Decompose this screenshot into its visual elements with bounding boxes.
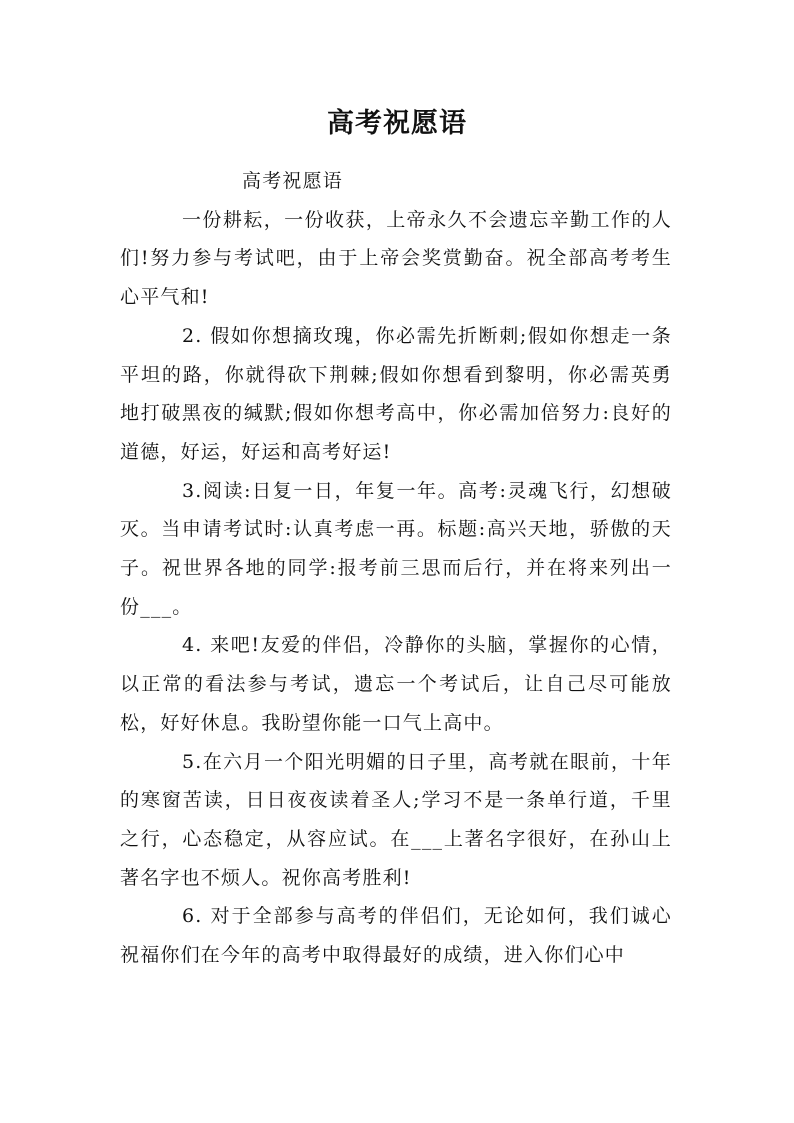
paragraph-2: 2. 假如你想摘玫瑰，你必需先折断刺;假如你想走一条平坦的路，你就得砍下荆棘;假如你想看到黎明，你必需英勇地打破黑夜的缄默;假如你想考高中，你必需加倍努力:良好的道德，好运，好运和高考好运! — [120, 324, 672, 463]
paragraph-1: 一份耕耘，一份收获，上帝永久不会遗忘辛勤工作的人们!努力参与考试吧，由于上帝会奖赏勤奋。祝全部高考考生心平气和! — [120, 208, 672, 309]
paragraph-5: 5.在六月一个阳光明媚的日子里，高考就在眼前，十年的寒窗苦读，日日夜夜读着圣人;学习不是一条单行道，千里之行，心态稳定，从容应试。在___上著名字很好，在孙山上著名字也不烦人。祝你高考胜利! — [120, 750, 672, 889]
paragraph-3: 3.阅读:日复一日，年复一年。高考:灵魂飞行，幻想破灭。当申请考试时:认真考虑一再。标题:高兴天地，骄傲的天子。祝世界各地的同学:报考前三思而后行，并在将来列出一份___。 — [120, 479, 672, 618]
paragraph-6: 6. 对于全部参与高考的伴侣们，无论如何，我们诚心祝福你们在今年的高考中取得最好的成绩，进入你们心中 — [120, 905, 672, 967]
document-body — [120, 162, 672, 975]
document-subtitle: 高考祝愿语 — [242, 170, 344, 192]
paragraph-4: 4. 来吧!友爱的伴侣，冷静你的头脑，掌握你的心情，以正常的看法参与考试，遗忘一个考试后，让自己尽可能放松，好好休息。我盼望你能一口气上高中。 — [120, 634, 672, 734]
document-title: 高考祝愿语 — [327, 108, 467, 139]
